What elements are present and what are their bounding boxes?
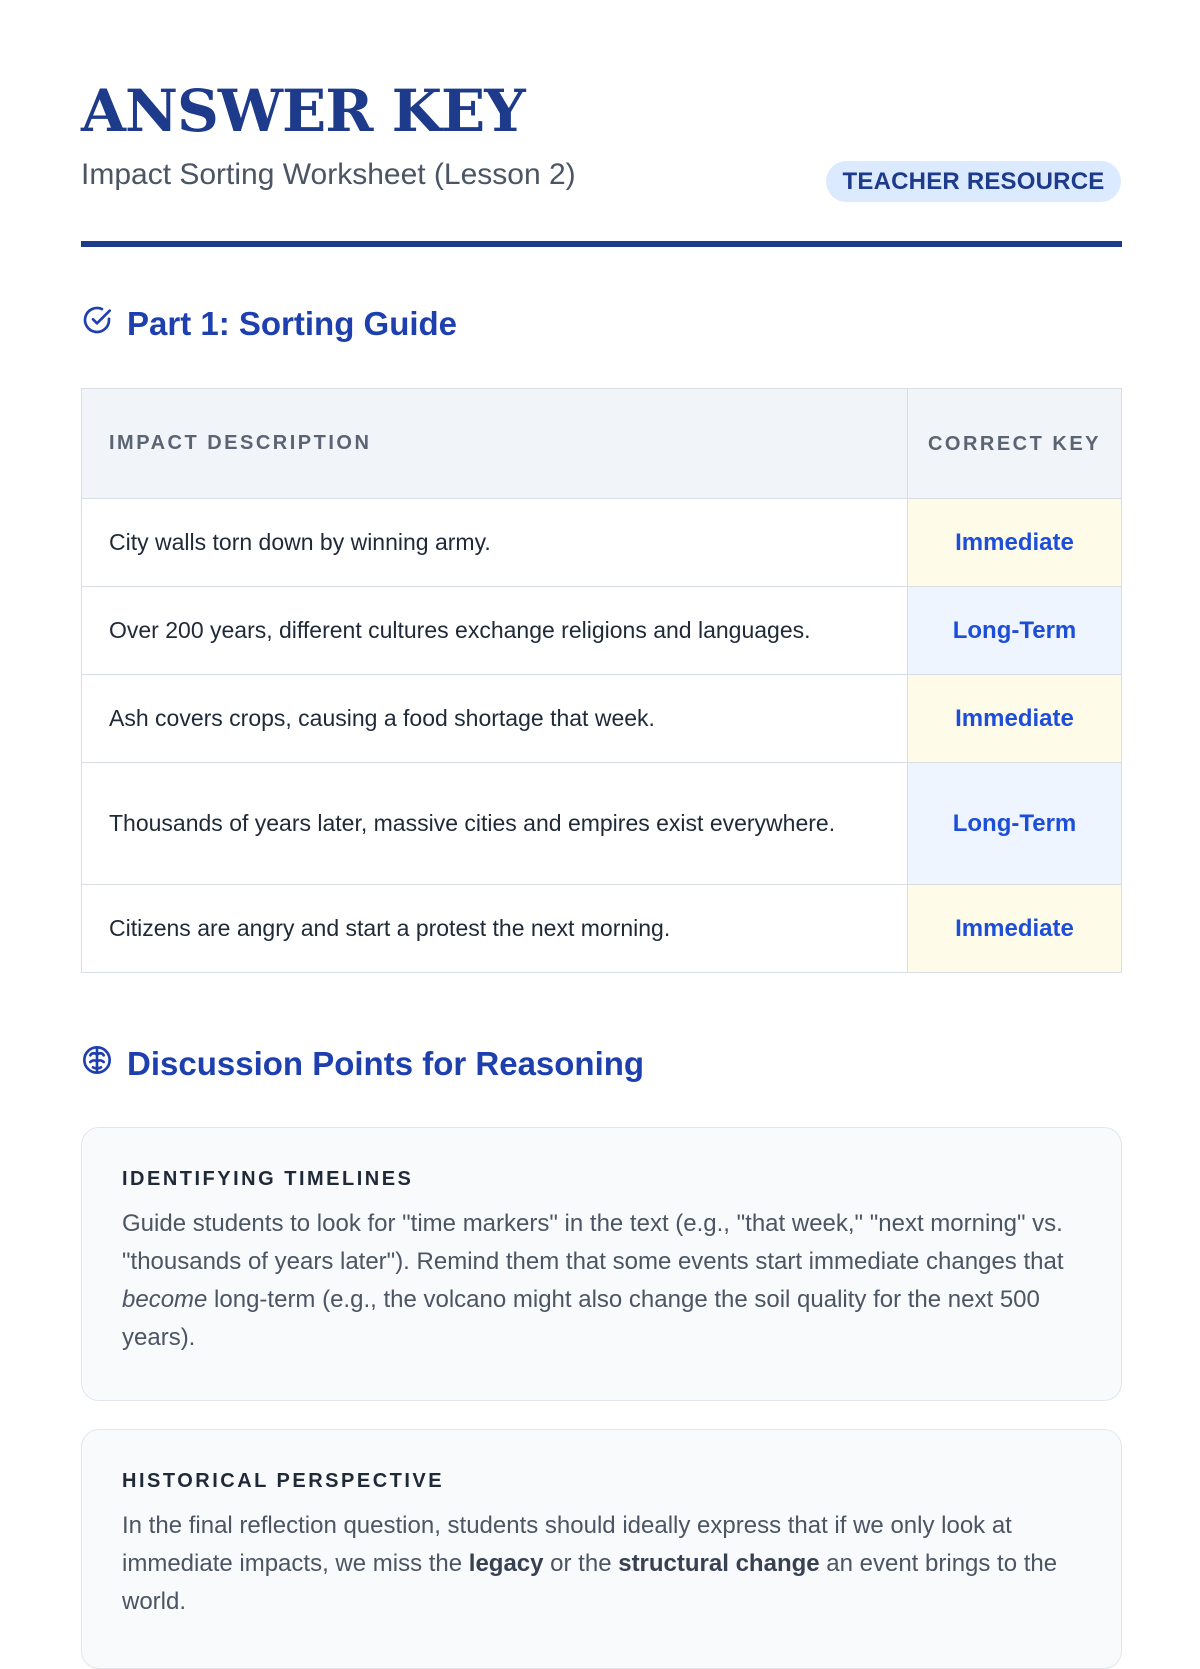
sorting-guide-table xyxy=(81,388,1122,973)
correct-key: Immediate xyxy=(908,499,1122,587)
card-heading: IDENTIFYING TIMELINES xyxy=(122,1168,414,1190)
discussion-title: Discussion Points for Reasoning xyxy=(127,1045,645,1082)
impact-description: Citizens are angry and start a protest the next morning. xyxy=(82,885,908,973)
check-circle-icon xyxy=(81,304,113,344)
page-subtitle: Impact Sorting Worksheet (Lesson 2) xyxy=(81,158,576,191)
brain-icon xyxy=(81,1044,113,1084)
part1-title: Part 1: Sorting Guide xyxy=(127,305,458,342)
table-row xyxy=(82,499,1122,587)
page-title: ANSWER KEY xyxy=(81,77,525,145)
correct-key: Immediate xyxy=(908,885,1122,973)
card-text: In the final reflection question, students should ideally express that if we only look at immediate impacts, we miss the legacy or the structural change an event brings to the world. xyxy=(122,1512,1058,1615)
table-row xyxy=(82,675,1122,763)
table-row xyxy=(82,587,1122,675)
column-header-correct-key: CORRECT KEY xyxy=(908,389,1122,499)
discussion-card-perspective xyxy=(81,1429,1122,1669)
table-row xyxy=(82,763,1122,885)
table-row xyxy=(82,885,1122,973)
impact-description: Thousands of years later, massive cities and empires exist everywhere. xyxy=(82,763,908,885)
impact-description: Over 200 years, different cultures exchange religions and languages. xyxy=(82,587,908,675)
header-divider xyxy=(81,241,1122,247)
column-header-description: IMPACT DESCRIPTION xyxy=(82,389,908,499)
part1-heading xyxy=(81,304,457,344)
correct-key: Long-Term xyxy=(908,763,1122,885)
correct-key: Immediate xyxy=(908,675,1122,763)
discussion-card-timelines xyxy=(81,1127,1122,1401)
impact-description: City walls torn down by winning army. xyxy=(82,499,908,587)
correct-key: Long-Term xyxy=(908,587,1122,675)
discussion-heading xyxy=(81,1044,644,1084)
card-heading: HISTORICAL PERSPECTIVE xyxy=(122,1470,445,1492)
teacher-resource-badge: TEACHER RESOURCE xyxy=(826,161,1121,202)
impact-description: Ash covers crops, causing a food shortage that week. xyxy=(82,675,908,763)
card-text: Guide students to look for "time markers" in the text (e.g., "that week," "next morning" vs. "thousands of years later"). Remind them that some events start immediate changes that become long-term (e.g., the volcano might also change the soil quality for the next 500 years). xyxy=(122,1210,1064,1351)
table-header-row xyxy=(82,389,1122,499)
